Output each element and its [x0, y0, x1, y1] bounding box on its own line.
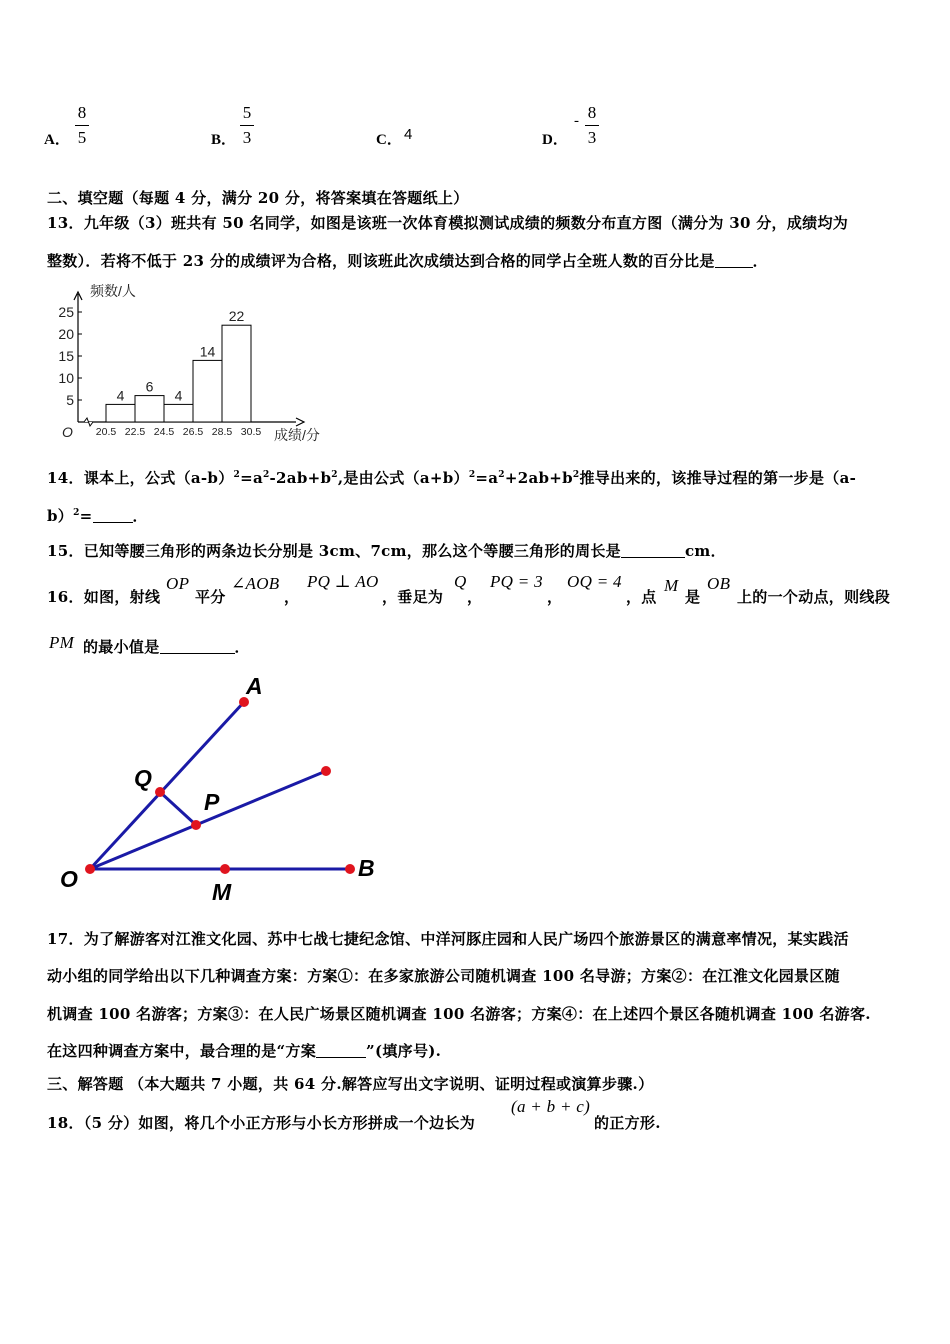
q17-line-4 [47, 1040, 441, 1061]
q16-m-angle: ∠AOB [231, 574, 280, 593]
q16-m-pq: PQ = 3 [490, 572, 543, 591]
option-b-denominator: 3 [242, 128, 252, 147]
q14-answer-blank [93, 508, 133, 523]
y-tick-label: 15 [58, 348, 74, 364]
q15-line [47, 540, 726, 561]
option-b-numerator: 5 [242, 103, 252, 122]
y-tick-label: 25 [58, 304, 74, 320]
point-o [85, 864, 95, 874]
option-d-fraction [585, 103, 599, 148]
histogram-marks [58, 283, 319, 443]
q14-sup-d: 2 [468, 470, 476, 480]
q17-line-1: 17．为了解游客对江淮文化园、苏中七战七捷纪念馆、中洋河豚庄园和人民广场四个旅游景区的满意率情况，某实践活 [47, 930, 849, 948]
q16-m-pm: PM [49, 633, 75, 652]
y-tick-label: 5 [66, 392, 74, 408]
q16-p6: ， [547, 588, 563, 606]
q14-text-g: 推导出来的，该推导过程的第一步是（a- [579, 469, 857, 487]
segment-qp [160, 792, 196, 825]
q18-text-b: 的正方形. [594, 1114, 661, 1132]
y-tick-label: 10 [58, 370, 74, 386]
q16-p2: 平分 [195, 588, 226, 606]
bar-value-label: 4 [174, 387, 183, 404]
q18-text-a: 18．（5 分）如图，将几个小正方形与小长方形拼成一个边长为 [47, 1114, 476, 1132]
label-b: B [358, 855, 375, 881]
q17-line-2: 动小组的同学给出以下几种调查方案：方案①：在多家旅游公司随机调查 100 名导游；方案②：在江淮文化园景区随 [47, 967, 840, 985]
q14-line-2-a: b） [47, 507, 74, 525]
histogram-bar [106, 404, 135, 422]
q17-answer-blank [316, 1043, 366, 1058]
q16-m-oq: OQ = 4 [567, 572, 622, 591]
section-3-title: 三、解答题 （本大题共 7 小题，共 64 分.解答应写出文字说明、证明过程或演算步骤.） [47, 1075, 654, 1093]
option-d-denominator: 3 [587, 128, 597, 147]
q14-text-a: 14．课本上，公式（a-b） [47, 469, 234, 487]
option-c-value: 4 [404, 126, 413, 143]
q14-line-2 [47, 505, 148, 526]
q14-sup-f: 2 [572, 470, 580, 480]
label-q: Q [134, 765, 152, 791]
q16-m-m: M [664, 576, 679, 595]
q14-text-b: =a [240, 469, 263, 487]
histogram-bar [135, 396, 164, 422]
q14-text-d: ,是由公式（a+b） [337, 469, 469, 487]
q16-m-perp: PQ ⊥ AO [307, 572, 379, 591]
option-b-fraction [240, 103, 254, 148]
q14-text-f: +2ab+b [504, 469, 573, 487]
option-d-numerator: 8 [587, 103, 597, 122]
q14-line-2-b: = [79, 507, 93, 525]
geometry-figure [50, 665, 390, 910]
histogram-bar [222, 325, 251, 422]
q16-p5: ， [467, 588, 483, 606]
q16-p8: 是 [685, 588, 701, 606]
q13-answer-blank [715, 253, 753, 268]
label-o: O [60, 866, 78, 892]
option-a-denominator: 5 [77, 128, 87, 147]
q16-m-op: OP [166, 574, 190, 593]
x-tick-label: 26.5 [182, 426, 204, 438]
x-axis-label: 成绩/分 [274, 427, 320, 443]
point-ray-end [321, 766, 331, 776]
x-axis-arrow [296, 418, 304, 426]
option-a-label: A． [44, 132, 70, 148]
q14-line-2-end: ． [132, 507, 148, 525]
q16-end: ． [234, 638, 250, 656]
q15-text: 15．已知等腰三角形的两条边长分别是 3cm、7cm，那么这个等腰三角形的周长是 [47, 542, 621, 560]
option-a-fraction [75, 103, 89, 148]
q16-p7: ，点 [626, 588, 657, 606]
q14-sup-c: 2 [331, 470, 338, 480]
label-p: P [204, 789, 220, 815]
bar-value-label: 6 [145, 378, 154, 395]
option-a-numerator: 8 [77, 103, 87, 122]
x-tick-label: 28.5 [211, 426, 233, 438]
x-tick-label: 30.5 [240, 426, 262, 438]
bar-value-label: 4 [116, 387, 125, 404]
q13-line-1: 13．九年级（3）班共有 50 名同学，如图是该班一次体育模拟测试成绩的频数分布直方图（满分为 30 分，成绩均为 [47, 214, 849, 232]
q13-line-2 [47, 250, 768, 271]
q15-answer-blank [621, 543, 685, 558]
q16-m-q: Q [454, 572, 467, 591]
label-m: M [212, 879, 232, 905]
q14-text-c: -2ab+b [269, 469, 332, 487]
histogram-bar [164, 404, 193, 422]
q17-line-3: 机调查 100 名游客；方案③：在人民广场景区随机调查 100 名游客；方案④：在上述四个景区各随机调查 100 名游客. [47, 1005, 871, 1023]
point-q [155, 787, 165, 797]
q15-unit: cm． [684, 542, 726, 560]
histogram-bar [193, 360, 222, 422]
q14-sup-g: 2 [73, 508, 80, 518]
y-axis-label: 频数/人 [90, 283, 136, 299]
section-2-title: 二、填空题（每题 4 分，满分 20 分，将答案填在答题纸上） [47, 189, 469, 207]
y-tick-label: 20 [58, 326, 74, 342]
q16-p10: 的最小值是 [83, 638, 160, 656]
ray-oa [90, 702, 244, 869]
q16-m-ob: OB [707, 574, 731, 593]
option-c-label: C． [376, 132, 402, 148]
option-d-sign: - [574, 113, 579, 129]
bar-value-label: 22 [228, 308, 245, 325]
label-a: A [246, 673, 263, 699]
ray-op [90, 771, 326, 869]
q16-line-2 [83, 636, 250, 657]
x-tick-label: 22.5 [124, 426, 146, 438]
x-tick-label: 24.5 [153, 426, 175, 438]
q13-line-2-end: ． [752, 252, 768, 270]
q14-sup-b: 2 [262, 470, 270, 480]
point-m [220, 864, 230, 874]
q17-line-4-a: 在这四种调查方案中，最合理的是“方案 [47, 1042, 317, 1060]
point-b [345, 864, 355, 874]
option-b-label: B． [211, 132, 237, 148]
q16-p1: 16．如图，射线 [47, 588, 161, 606]
x-tick-label: 20.5 [95, 426, 117, 438]
bar-value-label: 14 [199, 343, 216, 360]
point-p [191, 820, 201, 830]
option-d-label: D． [542, 132, 568, 148]
q18-math: (a + b + c) [511, 1097, 591, 1116]
q16-p9: 上的一个动点，则线段 [737, 588, 891, 606]
x-axis-break [84, 418, 93, 426]
q16-p3: ， [284, 588, 300, 606]
q17-line-4-b: ”(填序号). [366, 1042, 442, 1060]
q13-line-2-text: 整数）．若将不低于 23 分的成绩评为合格，则该班此次成绩达到合格的同学占全班人数的百分比是 [47, 252, 715, 270]
q14-sup-e: 2 [498, 470, 505, 480]
origin-label: O [62, 424, 73, 440]
histogram-chart [52, 282, 352, 452]
q14-sup-a: 2 [233, 470, 241, 480]
q16-p4: ，垂足为 [382, 588, 444, 606]
q16-answer-blank [160, 639, 235, 654]
q14-line-1 [47, 467, 856, 488]
q14-text-e: =a [475, 469, 499, 487]
